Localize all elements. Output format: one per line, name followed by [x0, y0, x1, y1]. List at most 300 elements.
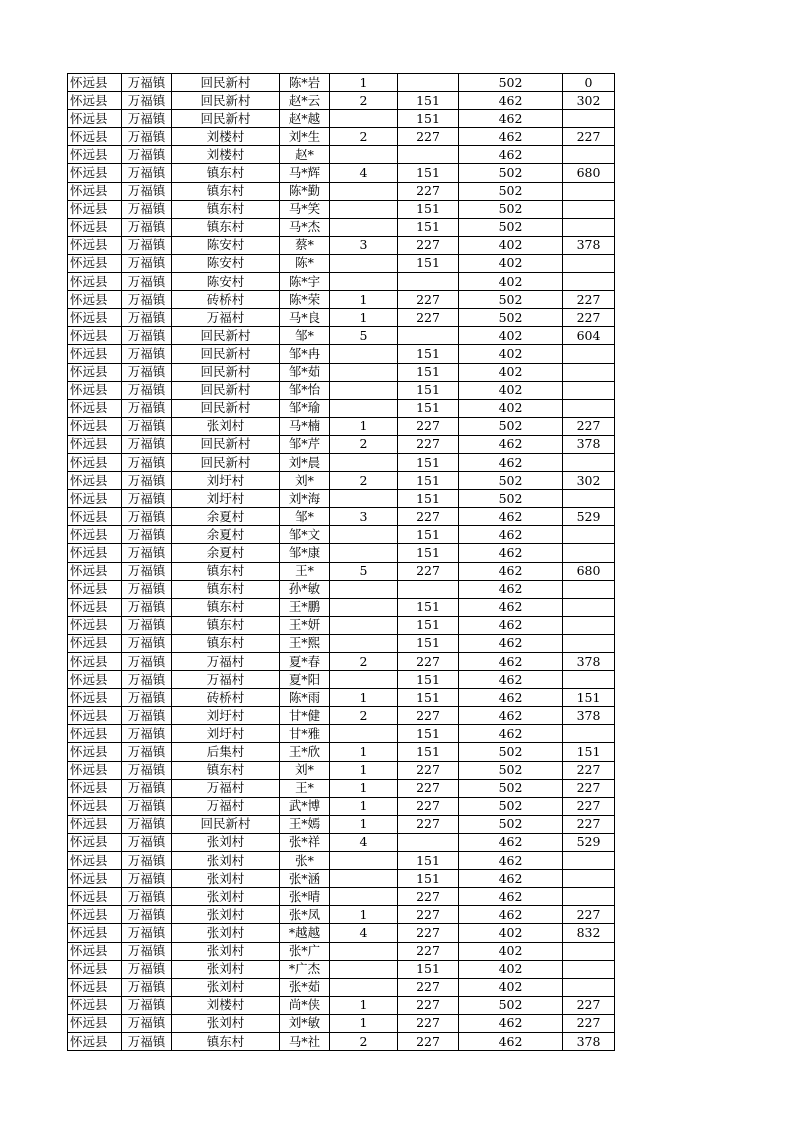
village-cell: 余夏村 [172, 544, 280, 562]
town-cell: 万福镇 [122, 164, 172, 182]
value-a-cell: 151 [398, 164, 459, 182]
value-b-cell: 462 [459, 1014, 563, 1032]
name-cell: 王*熙 [280, 634, 330, 652]
value-a-cell: 227 [398, 291, 459, 309]
village-cell: 回民新村 [172, 399, 280, 417]
value-b-cell: 462 [459, 689, 563, 707]
name-cell: 赵* [280, 146, 330, 164]
total-cell: 604 [563, 327, 615, 345]
total-cell: 680 [563, 164, 615, 182]
village-cell: 镇东村 [172, 218, 280, 236]
county-cell: 怀远县 [68, 888, 122, 906]
value-b-cell: 402 [459, 381, 563, 399]
town-cell: 万福镇 [122, 254, 172, 272]
value-a-cell [398, 833, 459, 851]
village-cell: 回民新村 [172, 345, 280, 363]
value-b-cell: 502 [459, 472, 563, 490]
value-b-cell: 462 [459, 508, 563, 526]
village-cell: 张刘村 [172, 852, 280, 870]
town-cell: 万福镇 [122, 92, 172, 110]
value-b-cell: 402 [459, 924, 563, 942]
table-row [68, 164, 615, 182]
table-row [68, 707, 615, 725]
value-a-cell: 227 [398, 779, 459, 797]
county-cell: 怀远县 [68, 671, 122, 689]
table-row [68, 562, 615, 580]
table-row [68, 996, 615, 1014]
county-cell: 怀远县 [68, 852, 122, 870]
count-cell: 2 [330, 1032, 398, 1050]
table-row [68, 363, 615, 381]
county-cell: 怀远县 [68, 363, 122, 381]
town-cell: 万福镇 [122, 580, 172, 598]
table-row [68, 689, 615, 707]
village-cell: 刘楼村 [172, 996, 280, 1014]
table-row [68, 743, 615, 761]
town-cell: 万福镇 [122, 218, 172, 236]
name-cell: 马*楠 [280, 417, 330, 435]
village-cell: 张刘村 [172, 978, 280, 996]
count-cell: 1 [330, 417, 398, 435]
count-cell: 2 [330, 707, 398, 725]
total-cell [563, 598, 615, 616]
county-cell: 怀远县 [68, 472, 122, 490]
count-cell [330, 544, 398, 562]
value-b-cell: 462 [459, 888, 563, 906]
total-cell: 227 [563, 996, 615, 1014]
town-cell: 万福镇 [122, 363, 172, 381]
count-cell: 1 [330, 906, 398, 924]
count-cell: 2 [330, 472, 398, 490]
value-a-cell: 227 [398, 417, 459, 435]
table-row [68, 671, 615, 689]
town-cell: 万福镇 [122, 236, 172, 254]
table-row [68, 74, 615, 92]
count-cell [330, 200, 398, 218]
value-a-cell: 151 [398, 743, 459, 761]
table-row [68, 616, 615, 634]
count-cell: 2 [330, 435, 398, 453]
count-cell [330, 942, 398, 960]
value-a-cell: 227 [398, 653, 459, 671]
count-cell [330, 725, 398, 743]
value-b-cell: 462 [459, 562, 563, 580]
value-a-cell: 227 [398, 815, 459, 833]
value-a-cell: 227 [398, 182, 459, 200]
village-cell: 陈安村 [172, 236, 280, 254]
name-cell: 邹*冉 [280, 345, 330, 363]
value-b-cell: 462 [459, 616, 563, 634]
total-cell: 529 [563, 508, 615, 526]
county-cell: 怀远县 [68, 291, 122, 309]
count-cell [330, 182, 398, 200]
town-cell: 万福镇 [122, 128, 172, 146]
count-cell: 5 [330, 562, 398, 580]
village-cell: 张刘村 [172, 924, 280, 942]
table-row [68, 309, 615, 327]
value-a-cell: 227 [398, 707, 459, 725]
village-cell: 刘圩村 [172, 707, 280, 725]
total-cell [563, 580, 615, 598]
village-cell: 回民新村 [172, 327, 280, 345]
table-body [68, 74, 615, 1051]
name-cell: 邹*瑜 [280, 399, 330, 417]
village-cell: 镇东村 [172, 164, 280, 182]
village-cell: 刘圩村 [172, 725, 280, 743]
value-b-cell: 502 [459, 996, 563, 1014]
value-b-cell: 462 [459, 852, 563, 870]
value-b-cell: 402 [459, 942, 563, 960]
county-cell: 怀远县 [68, 254, 122, 272]
village-cell: 镇东村 [172, 200, 280, 218]
value-b-cell: 402 [459, 978, 563, 996]
town-cell: 万福镇 [122, 182, 172, 200]
count-cell [330, 453, 398, 471]
name-cell: 邹*茹 [280, 363, 330, 381]
count-cell [330, 526, 398, 544]
count-cell: 4 [330, 164, 398, 182]
name-cell: 马*杰 [280, 218, 330, 236]
value-a-cell: 227 [398, 1014, 459, 1032]
county-cell: 怀远县 [68, 924, 122, 942]
value-b-cell: 502 [459, 490, 563, 508]
village-cell: 张刘村 [172, 960, 280, 978]
value-a-cell: 227 [398, 888, 459, 906]
count-cell: 1 [330, 815, 398, 833]
count-cell [330, 363, 398, 381]
count-cell [330, 580, 398, 598]
total-cell: 227 [563, 815, 615, 833]
total-cell: 378 [563, 236, 615, 254]
town-cell: 万福镇 [122, 399, 172, 417]
total-cell [563, 942, 615, 960]
count-cell: 3 [330, 236, 398, 254]
county-cell: 怀远县 [68, 544, 122, 562]
name-cell: 刘*晨 [280, 453, 330, 471]
table-row [68, 634, 615, 652]
total-cell [563, 110, 615, 128]
name-cell: 甘*健 [280, 707, 330, 725]
table-row [68, 273, 615, 291]
total-cell: 529 [563, 833, 615, 851]
county-cell: 怀远县 [68, 92, 122, 110]
table-row [68, 761, 615, 779]
value-b-cell: 402 [459, 236, 563, 254]
total-cell: 227 [563, 797, 615, 815]
table-row [68, 924, 615, 942]
table-row [68, 218, 615, 236]
total-cell [563, 146, 615, 164]
name-cell: 刘*海 [280, 490, 330, 508]
count-cell [330, 978, 398, 996]
town-cell: 万福镇 [122, 598, 172, 616]
town-cell: 万福镇 [122, 508, 172, 526]
county-cell: 怀远县 [68, 707, 122, 725]
value-b-cell: 462 [459, 725, 563, 743]
total-cell: 151 [563, 689, 615, 707]
count-cell: 1 [330, 743, 398, 761]
count-cell: 1 [330, 797, 398, 815]
value-b-cell: 462 [459, 146, 563, 164]
total-cell [563, 381, 615, 399]
town-cell: 万福镇 [122, 671, 172, 689]
town-cell: 万福镇 [122, 653, 172, 671]
value-b-cell: 462 [459, 653, 563, 671]
town-cell: 万福镇 [122, 996, 172, 1014]
value-a-cell: 151 [398, 526, 459, 544]
count-cell: 1 [330, 996, 398, 1014]
county-cell: 怀远县 [68, 164, 122, 182]
county-cell: 怀远县 [68, 508, 122, 526]
town-cell: 万福镇 [122, 453, 172, 471]
town-cell: 万福镇 [122, 1014, 172, 1032]
value-a-cell: 151 [398, 345, 459, 363]
name-cell: 夏*春 [280, 653, 330, 671]
county-cell: 怀远县 [68, 273, 122, 291]
village-cell: 镇东村 [172, 761, 280, 779]
total-cell [563, 870, 615, 888]
name-cell: 邹*康 [280, 544, 330, 562]
count-cell: 4 [330, 833, 398, 851]
table-row [68, 1032, 615, 1050]
value-b-cell: 502 [459, 779, 563, 797]
name-cell: 刘*敏 [280, 1014, 330, 1032]
value-b-cell: 502 [459, 797, 563, 815]
table-row [68, 92, 615, 110]
village-cell: 镇东村 [172, 616, 280, 634]
name-cell: 甘*雅 [280, 725, 330, 743]
name-cell: 张*广 [280, 942, 330, 960]
town-cell: 万福镇 [122, 110, 172, 128]
town-cell: 万福镇 [122, 309, 172, 327]
table-row [68, 435, 615, 453]
village-cell: 陈安村 [172, 254, 280, 272]
name-cell: 武*博 [280, 797, 330, 815]
county-cell: 怀远县 [68, 761, 122, 779]
value-b-cell: 402 [459, 345, 563, 363]
value-a-cell: 151 [398, 110, 459, 128]
town-cell: 万福镇 [122, 924, 172, 942]
value-b-cell: 402 [459, 363, 563, 381]
value-b-cell: 402 [459, 399, 563, 417]
village-cell: 镇东村 [172, 634, 280, 652]
county-cell: 怀远县 [68, 833, 122, 851]
name-cell: *广杰 [280, 960, 330, 978]
town-cell: 万福镇 [122, 978, 172, 996]
count-cell [330, 616, 398, 634]
value-b-cell: 462 [459, 833, 563, 851]
village-cell: 万福村 [172, 653, 280, 671]
total-cell [563, 888, 615, 906]
count-cell [330, 110, 398, 128]
county-cell: 怀远县 [68, 978, 122, 996]
total-cell [563, 345, 615, 363]
count-cell: 1 [330, 74, 398, 92]
value-b-cell: 402 [459, 327, 563, 345]
town-cell: 万福镇 [122, 870, 172, 888]
count-cell [330, 146, 398, 164]
value-a-cell: 227 [398, 978, 459, 996]
total-cell [563, 254, 615, 272]
town-cell: 万福镇 [122, 435, 172, 453]
county-cell: 怀远县 [68, 236, 122, 254]
county-cell: 怀远县 [68, 580, 122, 598]
county-cell: 怀远县 [68, 797, 122, 815]
value-b-cell: 462 [459, 110, 563, 128]
count-cell [330, 490, 398, 508]
name-cell: 刘* [280, 761, 330, 779]
value-a-cell: 151 [398, 725, 459, 743]
county-cell: 怀远县 [68, 200, 122, 218]
county-cell: 怀远县 [68, 653, 122, 671]
village-cell: 后集村 [172, 743, 280, 761]
value-a-cell: 151 [398, 616, 459, 634]
village-cell: 刘楼村 [172, 128, 280, 146]
table-row [68, 236, 615, 254]
table-row [68, 598, 615, 616]
table-row [68, 797, 615, 815]
county-cell: 怀远县 [68, 1032, 122, 1050]
value-b-cell: 462 [459, 453, 563, 471]
town-cell: 万福镇 [122, 689, 172, 707]
value-b-cell: 402 [459, 273, 563, 291]
total-cell: 227 [563, 779, 615, 797]
town-cell: 万福镇 [122, 544, 172, 562]
value-a-cell: 151 [398, 399, 459, 417]
count-cell [330, 960, 398, 978]
table-row [68, 544, 615, 562]
value-a-cell [398, 327, 459, 345]
value-b-cell: 462 [459, 634, 563, 652]
village-cell: 万福村 [172, 779, 280, 797]
value-a-cell: 151 [398, 363, 459, 381]
town-cell: 万福镇 [122, 417, 172, 435]
village-cell: 张刘村 [172, 906, 280, 924]
county-cell: 怀远县 [68, 435, 122, 453]
value-b-cell: 462 [459, 435, 563, 453]
count-cell [330, 254, 398, 272]
count-cell [330, 870, 398, 888]
village-cell: 镇东村 [172, 1032, 280, 1050]
value-a-cell: 227 [398, 128, 459, 146]
total-cell: 378 [563, 435, 615, 453]
value-b-cell: 462 [459, 128, 563, 146]
total-cell [563, 978, 615, 996]
village-cell: 余夏村 [172, 526, 280, 544]
county-cell: 怀远县 [68, 218, 122, 236]
total-cell [563, 725, 615, 743]
name-cell: 张*涵 [280, 870, 330, 888]
town-cell: 万福镇 [122, 833, 172, 851]
count-cell [330, 598, 398, 616]
count-cell: 1 [330, 309, 398, 327]
village-cell: 刘圩村 [172, 472, 280, 490]
name-cell: 王*嫣 [280, 815, 330, 833]
value-b-cell: 502 [459, 164, 563, 182]
total-cell: 378 [563, 1032, 615, 1050]
value-a-cell: 151 [398, 453, 459, 471]
county-cell: 怀远县 [68, 345, 122, 363]
value-b-cell: 502 [459, 218, 563, 236]
town-cell: 万福镇 [122, 1032, 172, 1050]
count-cell: 1 [330, 689, 398, 707]
village-cell: 回民新村 [172, 435, 280, 453]
county-cell: 怀远县 [68, 960, 122, 978]
count-cell [330, 345, 398, 363]
town-cell: 万福镇 [122, 707, 172, 725]
count-cell [330, 399, 398, 417]
value-b-cell: 462 [459, 870, 563, 888]
total-cell: 378 [563, 707, 615, 725]
total-cell [563, 616, 615, 634]
table-row [68, 526, 615, 544]
table-row [68, 417, 615, 435]
table-row [68, 580, 615, 598]
count-cell [330, 218, 398, 236]
village-cell: 砖桥村 [172, 689, 280, 707]
name-cell: 邹*芹 [280, 435, 330, 453]
total-cell [563, 490, 615, 508]
value-a-cell: 151 [398, 472, 459, 490]
name-cell: 陈*荣 [280, 291, 330, 309]
town-cell: 万福镇 [122, 490, 172, 508]
name-cell: 陈*宇 [280, 273, 330, 291]
table-row [68, 146, 615, 164]
total-cell: 832 [563, 924, 615, 942]
town-cell: 万福镇 [122, 273, 172, 291]
name-cell: 王*欣 [280, 743, 330, 761]
town-cell: 万福镇 [122, 200, 172, 218]
town-cell: 万福镇 [122, 960, 172, 978]
value-a-cell [398, 273, 459, 291]
county-cell: 怀远县 [68, 381, 122, 399]
value-a-cell: 151 [398, 598, 459, 616]
village-cell: 镇东村 [172, 580, 280, 598]
name-cell: 陈* [280, 254, 330, 272]
total-cell: 0 [563, 74, 615, 92]
value-b-cell: 502 [459, 815, 563, 833]
name-cell: 孙*敏 [280, 580, 330, 598]
count-cell: 1 [330, 761, 398, 779]
town-cell: 万福镇 [122, 761, 172, 779]
count-cell [330, 888, 398, 906]
table-row [68, 381, 615, 399]
town-cell: 万福镇 [122, 381, 172, 399]
value-a-cell: 151 [398, 852, 459, 870]
value-b-cell: 402 [459, 254, 563, 272]
value-b-cell: 462 [459, 598, 563, 616]
name-cell: 王* [280, 779, 330, 797]
table-row [68, 399, 615, 417]
value-a-cell [398, 74, 459, 92]
name-cell: 夏*阳 [280, 671, 330, 689]
town-cell: 万福镇 [122, 743, 172, 761]
village-cell: 回民新村 [172, 110, 280, 128]
town-cell: 万福镇 [122, 725, 172, 743]
value-b-cell: 502 [459, 291, 563, 309]
village-cell: 万福村 [172, 671, 280, 689]
total-cell: 151 [563, 743, 615, 761]
village-cell: 张刘村 [172, 888, 280, 906]
county-cell: 怀远县 [68, 146, 122, 164]
table-row [68, 1014, 615, 1032]
value-b-cell: 462 [459, 906, 563, 924]
total-cell: 302 [563, 472, 615, 490]
value-b-cell: 462 [459, 92, 563, 110]
value-a-cell: 227 [398, 924, 459, 942]
town-cell: 万福镇 [122, 942, 172, 960]
village-cell: 张刘村 [172, 417, 280, 435]
